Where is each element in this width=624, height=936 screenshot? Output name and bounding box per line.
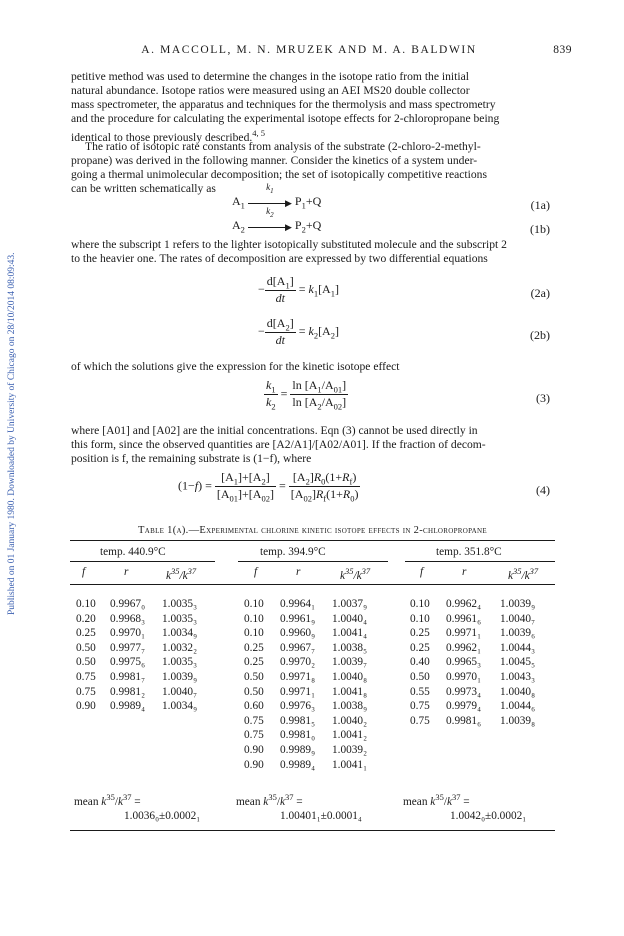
table-cell: 0.50	[76, 656, 96, 669]
table-cell: 0.9989₉	[280, 744, 316, 756]
equation-1a-label: (1a)	[530, 198, 550, 212]
equation-2b-label: (2b)	[530, 328, 550, 342]
text-line: petitive method was used to determine the changes in the isotope ratio from the initial	[71, 70, 469, 83]
table-cell: 0.9960₉	[280, 627, 316, 640]
equation-3: $\frac{k_1}{k_2}$ = $\frac{\ln [A_1/A_{01}]}{\ln [A_2/A_{02}]}$	[266, 378, 347, 412]
table-cell: 0.10	[76, 598, 96, 610]
text-line: position is f, the remaining substrate is (1−f), where	[71, 452, 312, 465]
table-cell: 0.75	[244, 729, 264, 742]
reference-marker: 4, 5	[252, 128, 266, 138]
temp-header-351: temp. 351.8°C	[436, 546, 502, 558]
table-cell: 0.9973₄	[446, 685, 482, 698]
table-cell: 1.0043₃	[500, 671, 536, 683]
table-cell: 0.9962₁	[446, 641, 482, 654]
table-cell: 0.9979₄	[446, 700, 482, 713]
table-cell: 0.9970₁	[110, 627, 146, 640]
mean-value-394: 1.00401₁±0.0001₄	[280, 810, 362, 822]
table-cell: 0.60	[244, 700, 264, 713]
table-cell: 0.25	[244, 656, 264, 669]
table-cell: 0.9964₁	[280, 598, 316, 610]
table-cell: 1.0038₅	[332, 641, 368, 654]
mean-label: mean $k^{35}/k^{37}$ =	[74, 792, 141, 808]
table-cell: 1.0040₂	[332, 714, 368, 727]
text-line: this form, since the observed quantities are [A2/A1]/[A02/A01]. If the fraction of decom-	[71, 438, 486, 451]
table-cell: 0.9968₃	[110, 612, 146, 625]
table-cell: 1.0039₈	[500, 714, 536, 727]
table-cell: 1.0044₆	[500, 700, 536, 713]
text-line: where the subscript 1 refers to the lighter isotopically substituted molecule and the subscript 2	[71, 238, 507, 251]
text-line: The ratio of isotopic rate constants from analysis of the substrate (2-chloro-2-methyl-	[85, 140, 481, 153]
equation-3-label: (3)	[536, 391, 550, 405]
equation-2a: − $\frac{d[A_1]}{dt}$ = $k_1[A_1]$	[258, 274, 339, 306]
table-cell: 0.20	[76, 612, 96, 625]
equation-4-label: (4)	[536, 483, 550, 497]
table-cell: 0.10	[244, 612, 264, 625]
table-cell: 0.9981₀	[280, 729, 316, 742]
table-cell: 0.75	[244, 714, 264, 727]
table-cell: 0.9961₉	[280, 612, 316, 625]
mean-value-351: 1.0042₀±0.0002₁	[450, 810, 527, 822]
table-cell: 0.90	[244, 744, 264, 756]
table-cell: 1.0034₉	[162, 700, 198, 713]
table-cell: 0.9971₁	[446, 627, 482, 640]
table-cell: 1.0039₂	[332, 744, 368, 756]
table-cell: 1.0039₇	[332, 656, 368, 669]
text-line: of which the solutions give the expression for the kinetic isotope effect	[71, 360, 400, 373]
table-caption-text: —Experimental chlorine kinetic isotope effects in 2-chloropropane	[188, 525, 487, 536]
table-cell: 0.9961₆	[446, 612, 482, 625]
table-cell: 0.9976₃	[280, 700, 316, 713]
table-cell: 0.25	[244, 641, 264, 654]
equation-4: (1−f) = $\frac{[A_1]+[A_2]}{[A_{01}]+[A_{02}]}$ = $\frac{[A_2]R_0(1+R_f)}{[A_{02}]R_f(1+R_0)}$	[178, 470, 359, 504]
table-cell: 0.75	[410, 714, 430, 727]
download-notice-text: Published on 01 January 1980. Downloaded by University of Chicago on 28/10/2014 08:09:43.	[7, 252, 17, 615]
table-cell: 0.50	[244, 671, 264, 683]
table-cell: 0.40	[410, 656, 430, 669]
text-span: identical to those previously described.	[71, 130, 253, 144]
table-cell: 0.9967₇	[280, 641, 316, 654]
table-cell: 1.0044₃	[500, 641, 536, 654]
text-line: can be written schematically as	[71, 182, 216, 195]
table-cell: 1.0040₈	[500, 685, 536, 698]
table-cell: 0.9981₆	[446, 714, 482, 727]
table-cell: 0.9962₄	[446, 598, 482, 610]
table-cell: 0.50	[244, 685, 264, 698]
table-cell: 0.9967₀	[110, 598, 146, 610]
table-cell: 0.9981₅	[280, 714, 316, 727]
table-cell: 0.10	[410, 612, 430, 625]
equation-1b-label: (1b)	[530, 222, 550, 236]
table-cell: 0.9977₇	[110, 641, 146, 654]
table-cell: 1.0041₈	[332, 685, 368, 698]
equation-1a: $A_1$ $k_1$ ▶ $P_1+Q$	[232, 181, 322, 211]
text-line: propane) was derived in the following manner. Consider the kinetics of a system under-	[71, 154, 478, 167]
table-cell: 1.0034₉	[162, 627, 198, 640]
table-cell: 0.90	[76, 700, 96, 713]
table-cell: 0.9981₂	[110, 685, 146, 698]
text-line: where [A01] and [A02] are the initial concentrations. Eqn (3) cannot be used directly in	[71, 424, 478, 437]
table-cell: 1.0035₃	[162, 598, 198, 610]
table-cell: 1.0041₂	[332, 729, 368, 742]
table-cell: 0.9970₂	[280, 656, 316, 669]
table-cell: 1.0040₇	[500, 612, 536, 625]
table-cell: 1.0039₆	[500, 627, 536, 640]
table-cell: 0.9971₁	[280, 685, 316, 698]
table-cell: 1.0041₄	[332, 627, 368, 640]
text-line: to the heavier one. The rates of decomposition are expressed by two differential equations	[71, 252, 488, 265]
table-cell: 1.0037₉	[332, 598, 368, 610]
page-number: 839	[553, 44, 572, 56]
header-authors: A. MACCOLL, M. N. MRUZEK AND M. A. BALDWIN	[141, 44, 477, 56]
table-cell: 0.10	[410, 598, 430, 610]
table-cell: 0.9989₄	[110, 700, 146, 713]
table-cell: 0.90	[244, 758, 264, 771]
text-line: natural abundance. Isotope ratios were measured using an AEI MS20 double collector	[71, 84, 470, 97]
table-cell: 0.50	[410, 671, 430, 683]
column-headers: f r $k^{35}/k^{37}$ f r $k^{35}/k^{37}$ f r $k^{35}/k^{37}$	[82, 566, 539, 582]
table-cell: 0.9975₆	[110, 656, 146, 669]
temp-header-394: temp. 394.9°C	[260, 546, 326, 558]
temp-header-440: temp. 440.9°C	[100, 546, 166, 558]
mean-value-440: 1.0036₀±0.0002₁	[124, 810, 201, 822]
table-cell: 0.50	[76, 641, 96, 654]
table-cell: 1.0040₈	[332, 671, 368, 683]
text-line: and the procedure for calculating the experimental isotope effects for 2-chloropropane being	[71, 112, 500, 125]
table-cell: 0.75	[410, 700, 430, 713]
equation-1b: $A_2$ $k_2$ ▶ $P_2+Q$	[232, 205, 322, 235]
table-cell: 1.0040₄	[332, 612, 368, 625]
table-cell: 1.0035₃	[162, 656, 198, 669]
table-cell: 0.9965₃	[446, 656, 482, 669]
table-cell: 1.0039₉	[500, 598, 536, 610]
table-cell: 0.10	[244, 627, 264, 640]
table-bottom-rule	[70, 830, 555, 831]
equation-2a-label: (2a)	[530, 286, 550, 300]
text-line: mass spectrometer, the apparatus and techniques for the thermolysis and mass spectrometry	[71, 98, 496, 111]
table-cell: 1.0041₁	[332, 758, 368, 771]
table-cell: 0.9971₈	[280, 671, 316, 683]
table-cell: 0.25	[76, 627, 96, 640]
table-caption-prefix: Table 1(a).	[138, 525, 189, 536]
table-cell: 0.9970₁	[446, 671, 482, 683]
table-cell: 0.25	[410, 627, 430, 640]
table-cell: 0.55	[410, 685, 430, 698]
table-cell: 0.10	[244, 598, 264, 610]
table-cell: 0.75	[76, 685, 96, 698]
table-cell: 0.9981₇	[110, 671, 146, 683]
table-cell: 1.0038₉	[332, 700, 368, 713]
table-cell: 0.9989₄	[280, 758, 316, 771]
table-cell: 1.0045₅	[500, 656, 536, 669]
equation-2b: − $\frac{d[A_2]}{dt}$ = $k_2[A_2]$	[258, 316, 339, 348]
table-cell: 1.0039₉	[162, 671, 198, 683]
table-cell: 0.75	[76, 671, 96, 683]
table-cell: 1.0035₃	[162, 612, 198, 625]
text-line: going a thermal unimolecular decomposition; the set of isotopically competitive reactions	[71, 168, 487, 181]
table-cell: 0.25	[410, 641, 430, 654]
mean-label: mean $k^{35}/k^{37}$ =	[236, 792, 303, 808]
table-cell: 1.0040₇	[162, 685, 198, 698]
mean-label: mean $k^{35}/k^{37}$ =	[403, 792, 470, 808]
table-cell: 1.0032₂	[162, 641, 198, 654]
